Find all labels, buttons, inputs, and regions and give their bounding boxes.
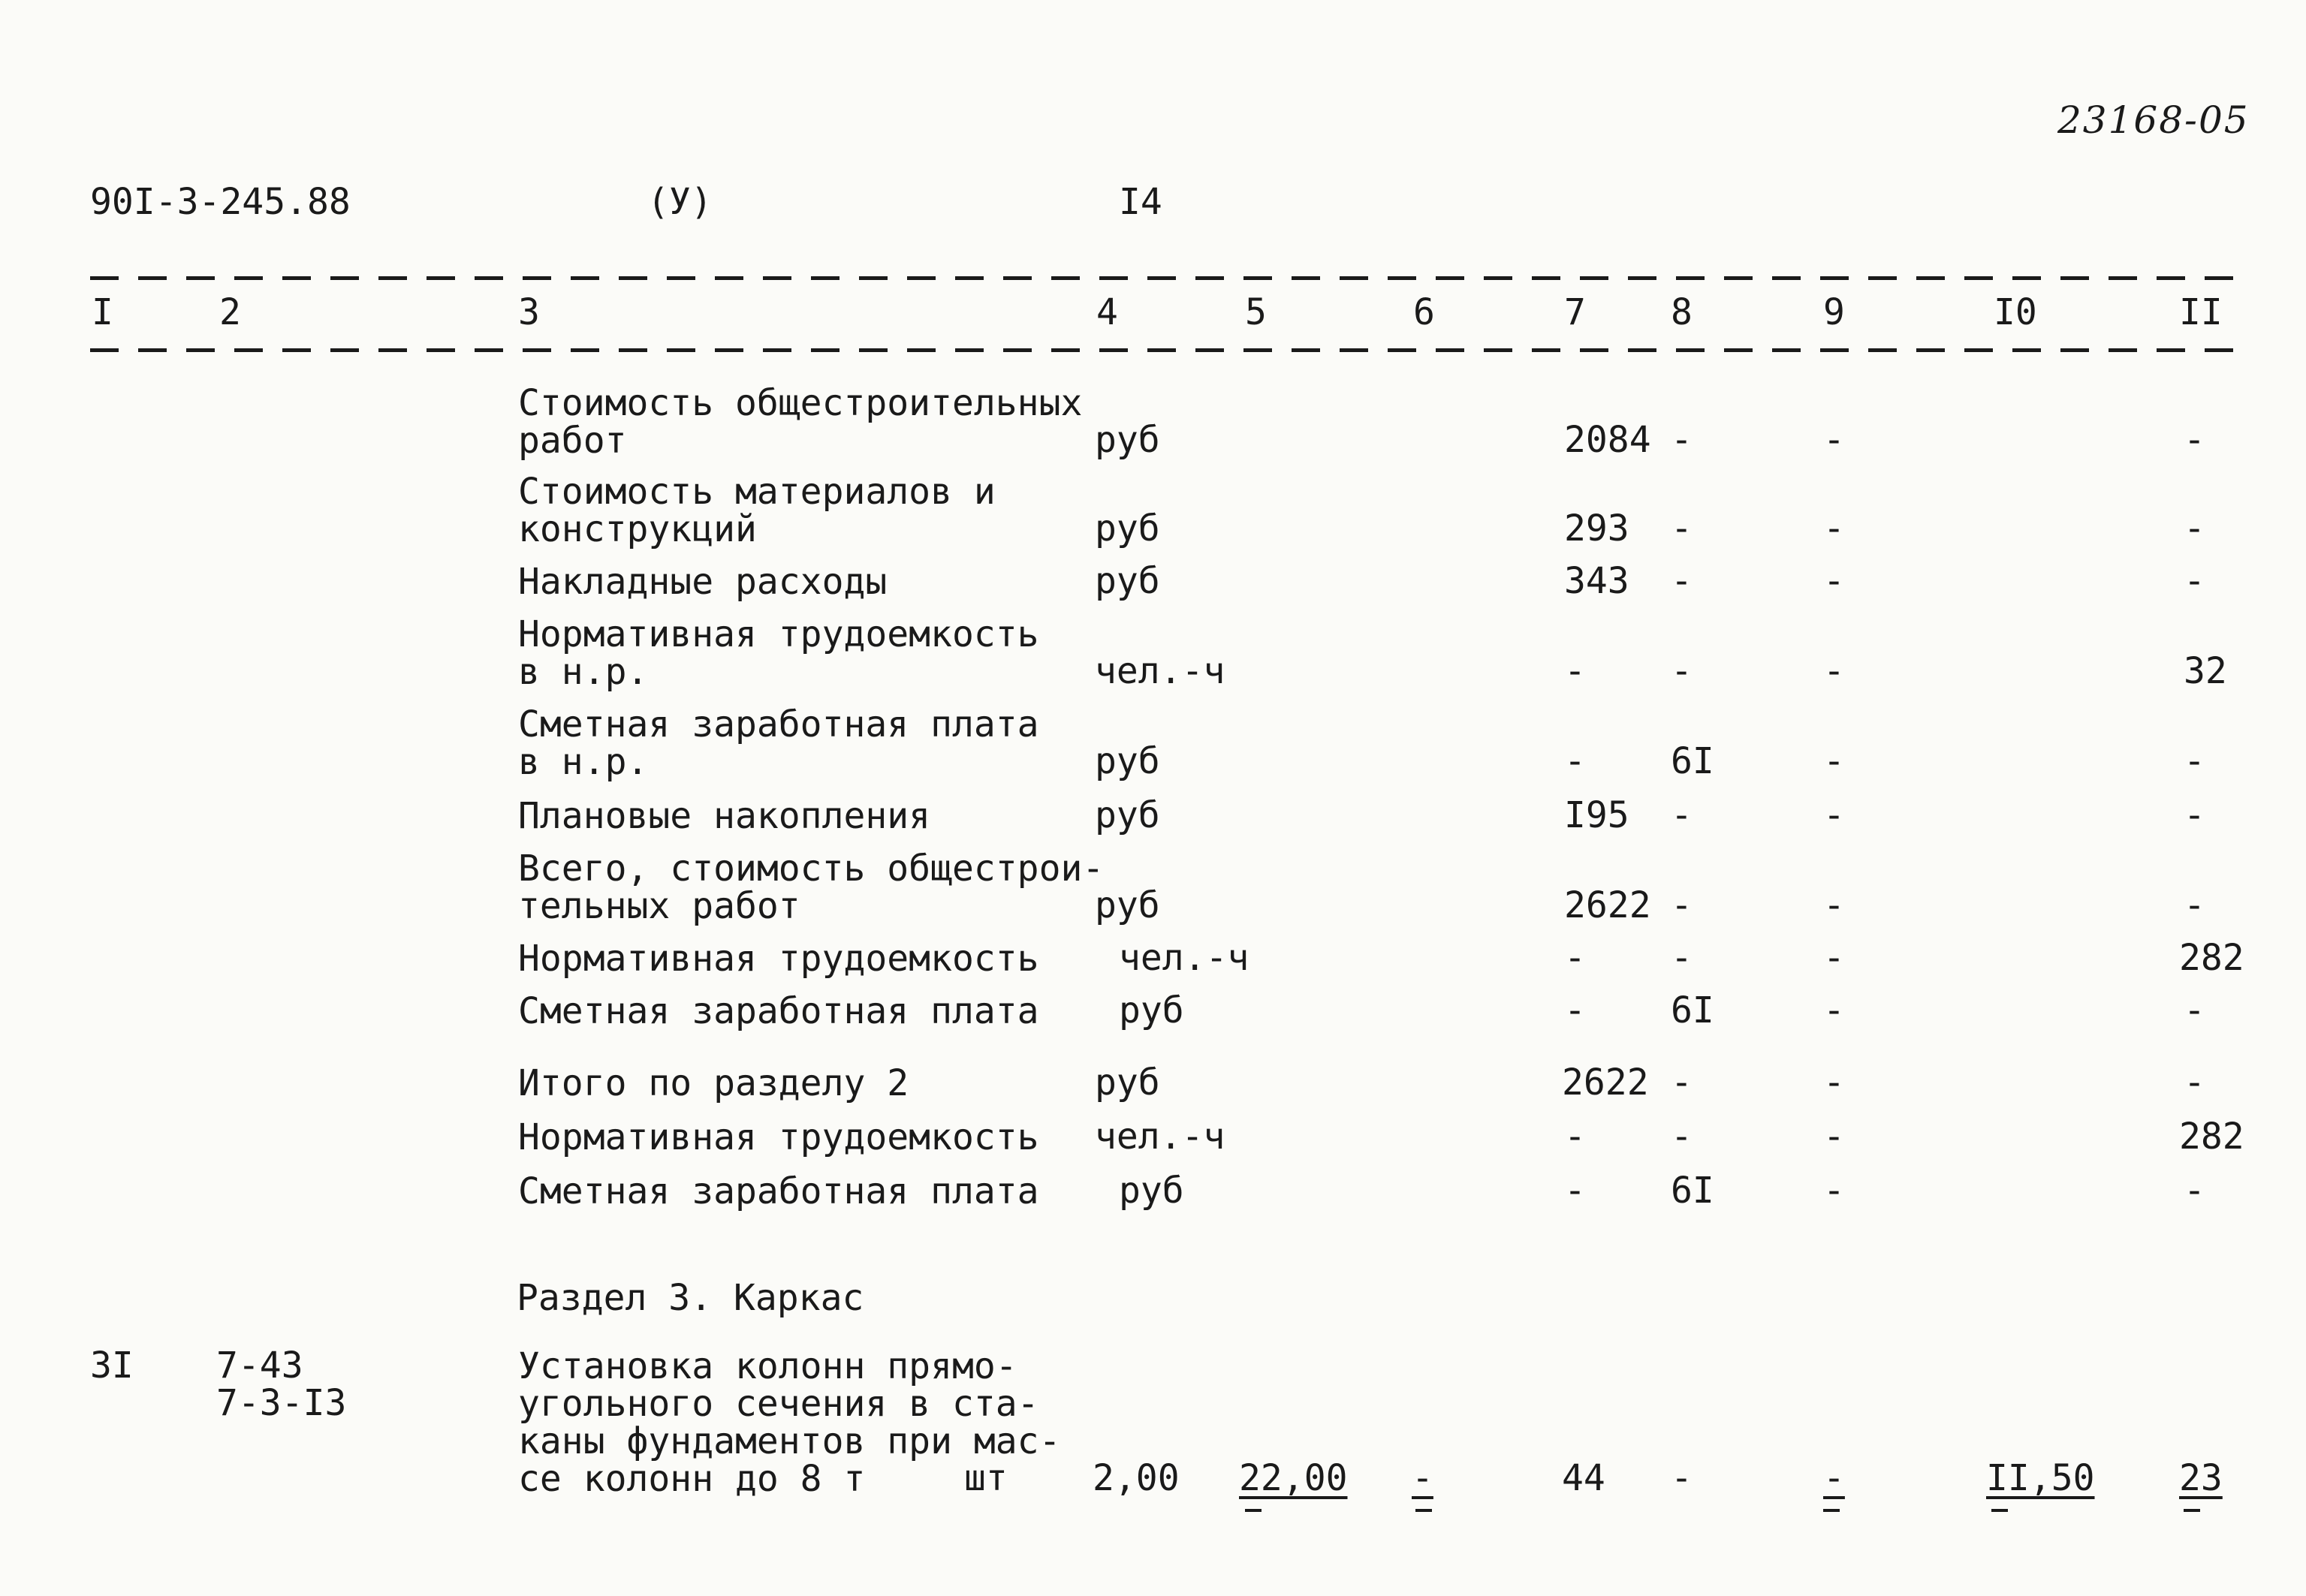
row-description: Плановые накопления	[518, 795, 931, 837]
row-description: Всего, стоимость общестрои- тельных работ	[518, 848, 1105, 927]
row-col11: -	[2184, 419, 2205, 461]
row-col11: 282	[2179, 1116, 2244, 1158]
row-col7: -	[1564, 740, 1586, 782]
column-header-2: 2	[219, 291, 241, 333]
item-code-2: 7-3-I3	[216, 1382, 347, 1424]
row-col8: -	[1671, 650, 1693, 692]
row-col7: 2622	[1564, 884, 1651, 926]
row-description: Нормативная трудоемкость	[518, 938, 1039, 980]
row-description: Сметная заработная плата	[518, 1170, 1039, 1212]
column-header-9: 9	[1823, 291, 1845, 333]
row-col9: -	[1823, 419, 1845, 461]
row-col11: -	[2184, 560, 2205, 602]
row-col9: -	[1823, 650, 1845, 692]
row-unit: руб	[1095, 419, 1160, 461]
underline-mark	[1245, 1509, 1262, 1512]
underline-mark	[1823, 1509, 1840, 1512]
row-description: Нормативная трудоемкость	[518, 1116, 1039, 1158]
row-col9: -	[1823, 884, 1845, 926]
row-unit: руб	[1119, 1170, 1184, 1212]
row-col9: -	[1823, 1061, 1845, 1104]
row-col8: -	[1671, 937, 1693, 979]
row-col7: I95	[1564, 794, 1629, 836]
row-col11: -	[2184, 884, 2205, 926]
row-col8: 6I	[1671, 1170, 1714, 1212]
column-header-7: 7	[1564, 291, 1586, 333]
row-unit: руб	[1095, 884, 1160, 926]
document-stamp: 23168-05	[2057, 98, 2250, 142]
item-col6: -	[1412, 1457, 1433, 1499]
row-description: Нормативная трудоемкость в н.р.	[518, 613, 1039, 693]
row-col7: 293	[1564, 507, 1629, 550]
column-header-1: I	[92, 291, 113, 333]
column-header-10: I0	[1994, 291, 2037, 333]
row-col9: -	[1823, 794, 1845, 836]
column-header-3: 3	[518, 291, 540, 333]
header-top-divider	[90, 276, 2245, 280]
item-col7: 44	[1562, 1457, 1605, 1499]
item-col10: II,50	[1986, 1457, 2095, 1499]
row-col7: -	[1564, 989, 1586, 1031]
row-description: Стоимость общестроительных работ	[518, 382, 1083, 462]
column-header-5: 5	[1245, 291, 1267, 333]
row-description: Сметная заработная плата в н.р.	[518, 703, 1039, 783]
row-unit: руб	[1119, 989, 1184, 1031]
item-col9: -	[1823, 1457, 1845, 1499]
row-description: Стоимость материалов и конструкций	[518, 471, 996, 550]
doc-code: 90I-3-245.88	[90, 181, 351, 223]
item-col11: 23	[2179, 1457, 2223, 1499]
row-col8: -	[1671, 560, 1693, 602]
row-col7: 343	[1564, 560, 1629, 602]
row-col9: -	[1823, 560, 1845, 602]
column-header-4: 4	[1096, 291, 1118, 333]
row-col11: -	[2184, 740, 2205, 782]
row-col7: -	[1564, 650, 1586, 692]
row-col9: -	[1823, 989, 1845, 1031]
item-col4: 2,00	[1093, 1457, 1180, 1499]
section-title: Раздел 3. Каркас	[517, 1277, 864, 1319]
page-number: I4	[1119, 181, 1162, 223]
underline-mark	[1415, 1509, 1432, 1512]
row-col11: -	[2184, 1170, 2205, 1212]
row-unit: чел.-ч	[1119, 937, 1249, 979]
row-unit: чел.-ч	[1095, 1116, 1225, 1158]
row-col8: -	[1671, 1061, 1693, 1104]
row-description: Итого по разделу 2	[518, 1062, 909, 1104]
row-col7: -	[1564, 1170, 1586, 1212]
row-col11: -	[2184, 1061, 2205, 1104]
row-col8: -	[1671, 1116, 1693, 1158]
row-col11: 282	[2179, 937, 2244, 979]
row-col8: -	[1671, 794, 1693, 836]
row-col11: -	[2184, 794, 2205, 836]
row-unit: руб	[1095, 507, 1160, 550]
row-unit: руб	[1095, 794, 1160, 836]
item-number: 3I	[90, 1345, 134, 1387]
doc-mark: (У)	[647, 181, 713, 223]
row-col7: 2084	[1564, 419, 1651, 461]
row-col8: -	[1671, 884, 1693, 926]
row-col8: 6I	[1671, 740, 1714, 782]
row-col9: -	[1823, 1116, 1845, 1158]
row-col9: -	[1823, 740, 1845, 782]
underline-mark	[2184, 1509, 2200, 1512]
row-col7: -	[1564, 937, 1586, 979]
row-unit: чел.-ч	[1095, 650, 1225, 692]
item-code-1: 7-43	[216, 1345, 303, 1387]
column-header-6: 6	[1413, 291, 1435, 333]
column-header-8: 8	[1671, 291, 1693, 333]
item-description: Установка колонн прямо- угольного сечения в ста- каны фундаментов при мас- се колонн до 8 т	[518, 1345, 1061, 1500]
row-col7: 2622	[1562, 1061, 1649, 1104]
item-col5: 22,00	[1239, 1457, 1348, 1499]
row-unit: руб	[1095, 1061, 1160, 1104]
row-col8: -	[1671, 419, 1693, 461]
row-col11: -	[2184, 989, 2205, 1031]
item-unit: шт	[964, 1457, 1008, 1499]
row-col11: 32	[2184, 650, 2227, 692]
item-col8: -	[1671, 1457, 1693, 1499]
underline-mark	[1991, 1509, 2008, 1512]
header-bottom-divider	[90, 348, 2245, 352]
row-description: Накладные расходы	[518, 561, 888, 603]
row-col9: -	[1823, 937, 1845, 979]
row-col8: -	[1671, 507, 1693, 550]
row-unit: руб	[1095, 740, 1160, 782]
row-col8: 6I	[1671, 989, 1714, 1031]
row-col9: -	[1823, 1170, 1845, 1212]
row-unit: руб	[1095, 560, 1160, 602]
row-description: Сметная заработная плата	[518, 990, 1039, 1032]
row-col9: -	[1823, 507, 1845, 550]
column-header-11: II	[2179, 291, 2223, 333]
row-col11: -	[2184, 507, 2205, 550]
row-col7: -	[1564, 1116, 1586, 1158]
